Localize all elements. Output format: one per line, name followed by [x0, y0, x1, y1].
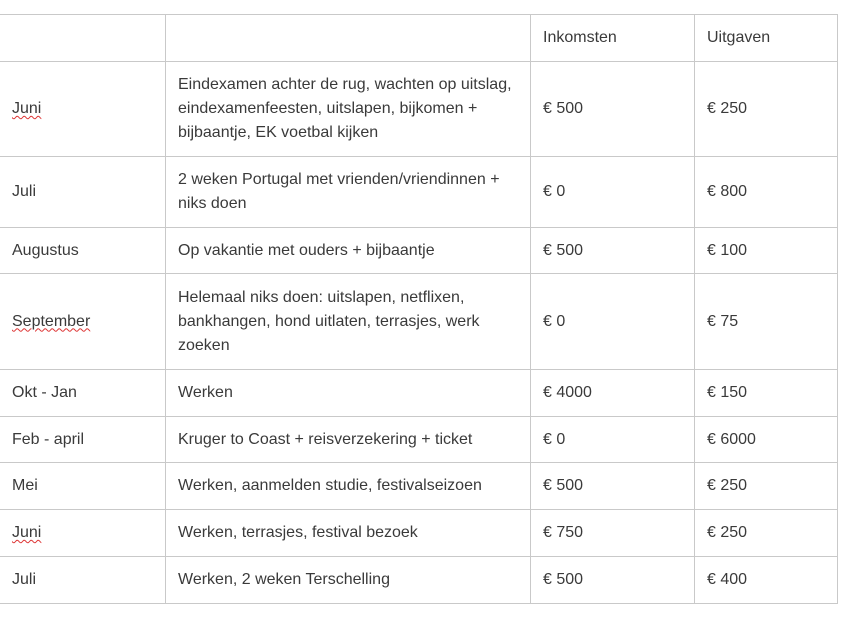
expenses-cell: € 800 — [695, 157, 838, 228]
table-row — [0, 557, 838, 604]
income-cell: € 750 — [531, 510, 695, 557]
expenses-cell: € 100 — [695, 228, 838, 274]
month-cell: Feb - april — [0, 417, 166, 463]
table-header-row — [0, 15, 838, 62]
table-row — [0, 228, 838, 274]
month-text: Juni — [12, 524, 42, 541]
expenses-cell: € 75 — [695, 274, 838, 370]
month-cell: Okt - Jan — [0, 370, 166, 417]
table-row — [0, 274, 838, 370]
month-cell — [0, 62, 166, 157]
month-text: September — [12, 312, 91, 330]
table-row — [0, 157, 838, 228]
expenses-cell: € 250 — [695, 62, 838, 157]
table-row — [0, 370, 838, 417]
expenses-cell: € 250 — [695, 463, 838, 510]
income-cell: € 500 — [531, 463, 695, 510]
table-row — [0, 62, 838, 157]
header-cell-expenses: Uitgaven — [695, 15, 838, 62]
activity-cell: Werken, terrasjes, festival bezoek — [166, 510, 531, 557]
income-cell: € 0 — [531, 274, 695, 370]
activity-cell: Werken, 2 weken Terschelling — [166, 557, 531, 604]
expenses-cell: € 150 — [695, 370, 838, 417]
header-cell-income: Inkomsten — [531, 15, 695, 62]
income-cell: € 0 — [531, 417, 695, 463]
activity-cell: Werken — [166, 370, 531, 417]
activity-cell: Eindexamen achter de rug, wachten op uitslag, eindexamenfeesten, uitslapen, bijkomen + bijbaantje, EK voetbal kijken — [166, 62, 531, 157]
expenses-cell: € 250 — [695, 510, 838, 557]
month-cell: Augustus — [0, 228, 166, 274]
month-cell: Juli — [0, 557, 166, 604]
activity-cell: Kruger to Coast + reisverzekering + ticket — [166, 417, 531, 463]
activity-cell: Werken, aanmelden studie, festivalseizoen — [166, 463, 531, 510]
month-cell — [0, 274, 166, 370]
budget-table — [0, 14, 838, 604]
activity-cell: Op vakantie met ouders + bijbaantje — [166, 228, 531, 274]
income-cell: € 500 — [531, 62, 695, 157]
table-row — [0, 510, 838, 557]
month-text: Juni — [12, 100, 42, 117]
table-row — [0, 463, 838, 510]
table-row — [0, 417, 838, 463]
activity-cell: 2 weken Portugal met vrienden/vriendinnen + niks doen — [166, 157, 531, 228]
month-cell — [0, 510, 166, 557]
activity-cell: Helemaal niks doen: uitslapen, netflixen, bankhangen, hond uitlaten, terrasjes, werk zoeken — [166, 274, 531, 370]
income-cell: € 500 — [531, 557, 695, 604]
income-cell: € 4000 — [531, 370, 695, 417]
header-cell-activity — [166, 15, 531, 62]
income-cell: € 500 — [531, 228, 695, 274]
expenses-cell: € 400 — [695, 557, 838, 604]
expenses-cell: € 6000 — [695, 417, 838, 463]
month-cell: Juli — [0, 157, 166, 228]
income-cell: € 0 — [531, 157, 695, 228]
month-cell: Mei — [0, 463, 166, 510]
header-cell-month — [0, 15, 166, 62]
